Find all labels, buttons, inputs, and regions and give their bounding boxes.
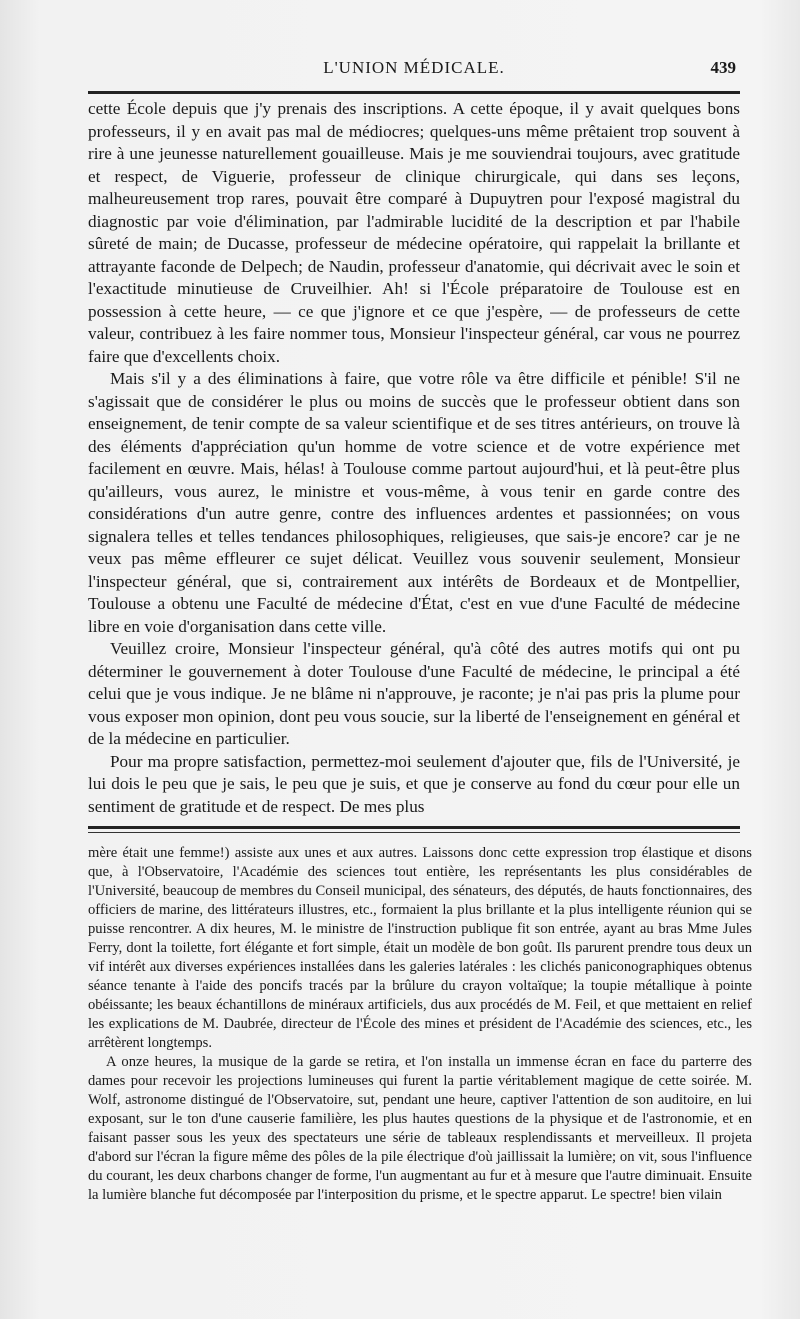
journal-title: L'UNION MÉDICALE.: [323, 58, 505, 77]
body-paragraph: Veuillez croire, Monsieur l'inspecteur général, qu'à côté des autres motifs qui ont pu déterminer le gouvernement à doter Toulouse d'une Faculté de médecine, le principal a été celui que je vous indique. Je ne blâme ni n'approuve, je raconte; je n'ai pas pris la plume pour vous exposer mon opinion, dont peu vous soucie, sur la liberté de l'enseignement en général et de la médecine en particulier.: [88, 639, 740, 748]
body-paragraph: cette École depuis que j'y prenais des inscriptions. A cette époque, il y avait quelques bons professeurs, il y en avait pas mal de médiocres; quelques-uns même prêtaient trop souvent à rire à une jeunesse naturellement gouailleuse. Mais je me souviendrai toujours, avec gratitude et respect, de Viguerie, professeur de clinique chirurgicale, qui dans ses leçons, malheureusement trop rares, pouvait être comparé à Dupuytren pour l'exposé magistral du diagnostic par voie d'élimination, par l'admirable lucidité de la description et par l'habile sûreté de main; de Ducasse, professeur de médecine opératoire, qui rappelait la brillante et attrayante faconde de Delpech; de Naudin, professeur d'anatomie, qui décrivait avec le soin et l'exactitude minutieuse de Cruveilhier. Ah! si l'École préparatoire de Toulouse est en possession à cette heure, — ce que j'ignore et ce que j'espère, — de professeurs de cette valeur, contribuez à les faire nommer tous, Monsieur l'inspecteur général, car vous ne pourrez faire que d'excellents choix.: [88, 99, 740, 366]
note-paragraph: A onze heures, la musique de la garde se retira, et l'on installa un immense écran en face du parterre des dames pour recevoir les projections lumineuses qui furent la partie véritablement magique de cette soirée. M. Wolf, astronome distingué de l'Observatoire, sut, pendant une heure, captiver l'attention de son auditoire, en lui exposant, sur le ton d'une causerie familière, les plus hautes questions de la physique et de l'astronomie, et en faisant passer sous les yeux des spectateurs une série de tableaux resplendissants et merveilleux. Il projeta d'abord sur l'écran la figure même des pôles de la pile électrique d'où jaillissait la lumière; on vit, sous l'influence du courant, les deux charbons changer de forme, l'un augmentant au fur et à mesure que l'autre diminuait. Ensuite la lumière blanche fut décomposée par l'interposition du prisme, et le spectre apparut. Le spectre! bien vilain: [88, 1054, 752, 1203]
main-text: [88, 98, 740, 818]
section-rule: [88, 826, 740, 829]
body-paragraph: Mais s'il y a des éliminations à faire, que votre rôle va être difficile et pénible! S'il ne s'agissait que de considérer le plus ou moins de succès que le professeur obtient dans son enseignement, de tenir compte de sa valeur scientifique et de ses titres antérieurs, on trouve là des éléments d'appréciation qu'un homme de votre science et de votre expérience met facilement en œuvre. Mais, hélas! à Toulouse comme partout aujourd'hui, et là peut-être plus qu'ailleurs, vous aurez, le ministre et vous-même, à vous tenir en garde contre des considérations d'un autre genre, contre des influences ardentes et passionnées; on vous signalera telles et telles tendances philosophiques, religieuses, que sais-je encore? car je ne veux pas même effleurer ce sujet délicat. Veuillez vous souvenir seulement, Monsieur l'inspecteur général, que si, contrairement aux intérêts de Bordeaux et de Montpellier, Toulouse a obtenu une Faculté de médecine d'État, c'est en vue d'une Faculté de médecine libre en voie d'organisation dans cette ville.: [88, 369, 740, 636]
running-header: [88, 56, 740, 86]
feuilleton-text: [88, 844, 752, 1205]
note-paragraph: mère était une femme!) assiste aux unes et aux autres. Laissons donc cette expression trop élastique et disons que, à l'Observatoire, l'Académie des sciences tout entière, les représentants les plus considérables de l'Université, beaucoup de membres du Conseil municipal, des sénateurs, des députés, de hauts fonctionnaires, des officiers de marine, des littérateurs illustres, etc., formaient la plus brillante et la plus intelligente réunion qui se puisse rencontrer. A dix heures, M. le ministre de l'instruction publique fit son entrée, ayant au bras Mme Jules Ferry, dont la toilette, fort élégante et fort simple, était un modèle de bon goût. Ils parurent prendre tous deux un vif intérêt aux diverses expériences installées dans les galeries latérales : les clichés paniconographiques obtenus séance tenante à l'aide des poncifs tracés par la brûlure du crayon voltaïque; la toupie métallique à pointe obéissante; les beaux échantillons de minéraux artificiels, dus aux procédés de M. Feil, et que mettaient en relief les explications de M. Daubrée, directeur de l'École des mines et président de l'Académie des sciences, etc., les arrêtèrent longtemps.: [88, 845, 752, 1051]
page-number: 439: [710, 58, 736, 77]
header-rule: [88, 91, 740, 94]
section-rule-thin: [88, 832, 740, 833]
body-paragraph: Pour ma propre satisfaction, permettez-moi seulement d'ajouter que, fils de l'Université, je lui dois le peu que je sais, le peu que je suis, et que je conserve au fond du cœur pour elle un sentiment de gratitude et de respect. De mes plus: [88, 751, 740, 816]
